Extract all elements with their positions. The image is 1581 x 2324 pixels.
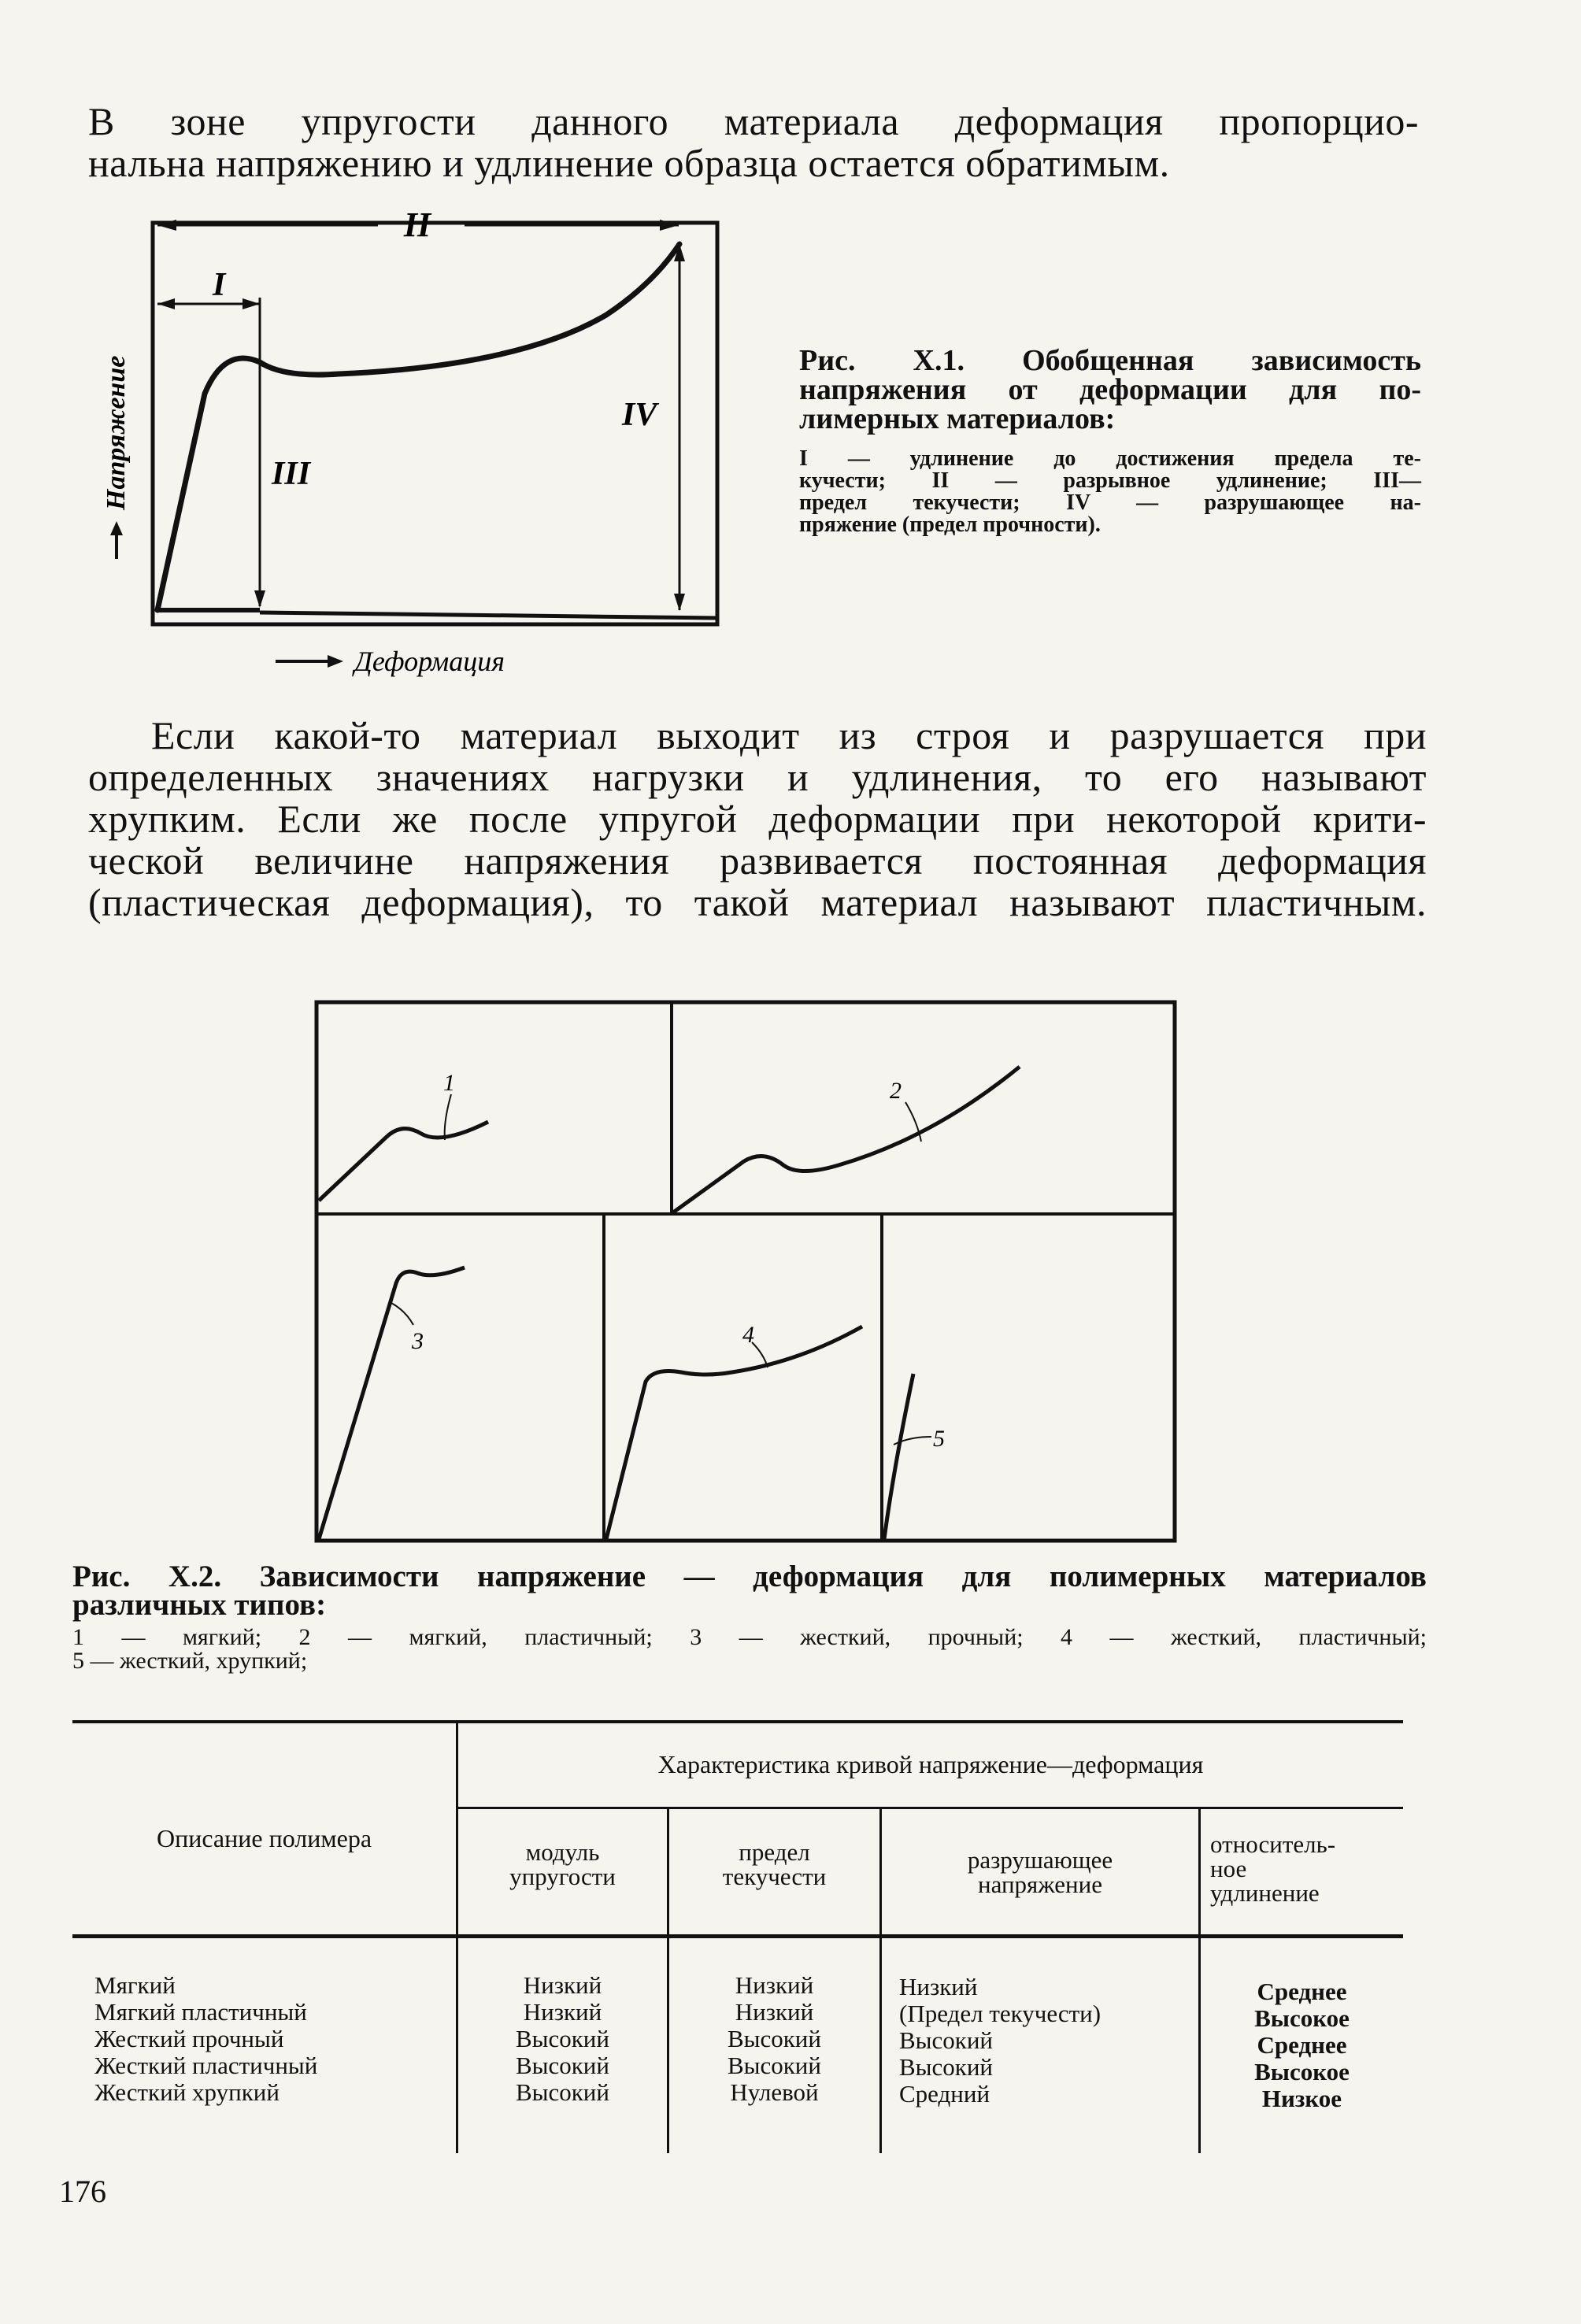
- label-II: II: [403, 213, 431, 244]
- figure-2-caption-title: Рис. Х.2. Зависимости напряжение — деформация для полимерных материалов различных типов:: [72, 1560, 1427, 1622]
- table-cell: Жесткий пластичный: [94, 2052, 318, 2079]
- curve-label-1: 1: [443, 1070, 455, 1096]
- table-cell: Нулевой: [730, 2078, 819, 2106]
- col-elongation: [1201, 1978, 1403, 2112]
- curve-5: [884, 1374, 913, 1539]
- paragraph-line: ческой величине напряжения развивается постоянная деформация: [88, 838, 1427, 883]
- figure-1-caption-title: Рис. Х.1. Обобщенная зависимость напряжения от деформации для по- лимерных материалов:: [799, 344, 1421, 435]
- figure-2-caption-body: 1 — мягкий; 2 — мягкий, пластичный; 3 — жесткий, прочный; 4 — жесткий, пластичный; 5 — жесткий, хрупкий;: [72, 1624, 1427, 1674]
- col-yield: [669, 1972, 879, 2106]
- curve-4: [606, 1327, 862, 1539]
- table-cell: Высокий: [899, 2053, 994, 2081]
- label-I: I: [213, 267, 226, 303]
- table-cell: Среднее: [1257, 2031, 1347, 2059]
- figure-1-caption-body: I — удлинение до достижения предела те- кучести; II — разрывное удлинение; III— предел текучести; IV — разрушающее на- пряжение (предел прочности).: [799, 446, 1421, 537]
- table-cell: (Предел текучести): [899, 2000, 1102, 2027]
- paragraph-line: (пластическая деформация), то такой материал называют пластичным.: [88, 880, 1427, 924]
- table-cell: Жесткий хрупкий: [94, 2078, 280, 2106]
- label-III: III: [272, 456, 311, 492]
- figure-1: [79, 213, 740, 701]
- page-number: 176: [59, 2174, 106, 2209]
- table-cell: Высокий: [515, 2052, 609, 2079]
- curve-1: [319, 1122, 488, 1201]
- paragraph-line: Если какой-то материал выходит из строя и разрушается при: [151, 713, 1427, 757]
- table-cell: Среднее: [1257, 1978, 1347, 2005]
- table-cell: Жесткий прочный: [94, 2025, 284, 2052]
- table-cell: Высокое: [1254, 2058, 1350, 2085]
- table-cell: Высокий: [515, 2025, 609, 2052]
- curve-label-2: 2: [890, 1078, 902, 1104]
- y-axis-label: Напряжение: [102, 355, 131, 510]
- table-cell: Мягкий: [94, 1971, 176, 1999]
- table-cell: Высокий: [515, 2078, 609, 2106]
- curve-label-3: 3: [412, 1328, 424, 1354]
- curve-label-4: 4: [742, 1322, 754, 1348]
- header-elongation: относитель- ное удлинение: [1210, 1830, 1336, 1907]
- curve-label-5: 5: [933, 1426, 945, 1452]
- col-polymers: [94, 1972, 449, 2106]
- intro-line: В зоне упругости данного материала деформация пропорцио-: [88, 99, 1419, 143]
- table-cell: Низкий: [735, 1998, 814, 2026]
- table-cell: Высокий: [899, 2026, 994, 2054]
- header-break: разрушающее напряжение: [967, 1846, 1113, 1898]
- label-IV: IV: [622, 397, 657, 433]
- table-cell: Высокий: [727, 2025, 821, 2052]
- curve-2: [673, 1067, 1020, 1212]
- col-break: [899, 1974, 1198, 2108]
- paragraph-2: [88, 715, 1427, 923]
- table-cell: Высокое: [1254, 2004, 1350, 2032]
- header-polymer: Описание полимера: [156, 1824, 372, 1852]
- x-axis-label: Деформация: [354, 646, 505, 677]
- figure-2-caption: [72, 1560, 1427, 1674]
- table-cell: Низкое: [1261, 2085, 1342, 2112]
- table-cell: Низкий: [899, 1973, 978, 2000]
- col-modulus: [458, 1972, 667, 2106]
- table-cell: Средний: [899, 2080, 990, 2108]
- table-cell: Низкий: [735, 1971, 814, 1999]
- header-modulus: модуль упругости: [509, 1838, 616, 1890]
- paragraph-line: хрупким. Если же после упругой деформации при некоторой крити-: [88, 797, 1427, 841]
- table-cell: Высокий: [727, 2052, 821, 2079]
- paragraph-line: определенных значениях нагрузки и удлинения, то его называют: [88, 755, 1427, 799]
- intro-paragraph: [88, 101, 1419, 184]
- table-cell: Низкий: [523, 1998, 602, 2026]
- header-group: Характеристика кривой напряжение—деформация: [657, 1750, 1204, 1778]
- figure-2: [303, 996, 1181, 1547]
- table-cell: Низкий: [523, 1971, 602, 1999]
- table-cell: Мягкий пластичный: [94, 1998, 307, 2026]
- figure-1-caption: [799, 346, 1421, 536]
- curve-3: [319, 1267, 465, 1539]
- header-yield: предел текучести: [722, 1838, 827, 1890]
- data-table: [72, 1720, 1403, 2153]
- intro-line: нальна напряжению и удлинение образца остается обратимым.: [88, 141, 1170, 185]
- stress-strain-curve: [157, 244, 679, 610]
